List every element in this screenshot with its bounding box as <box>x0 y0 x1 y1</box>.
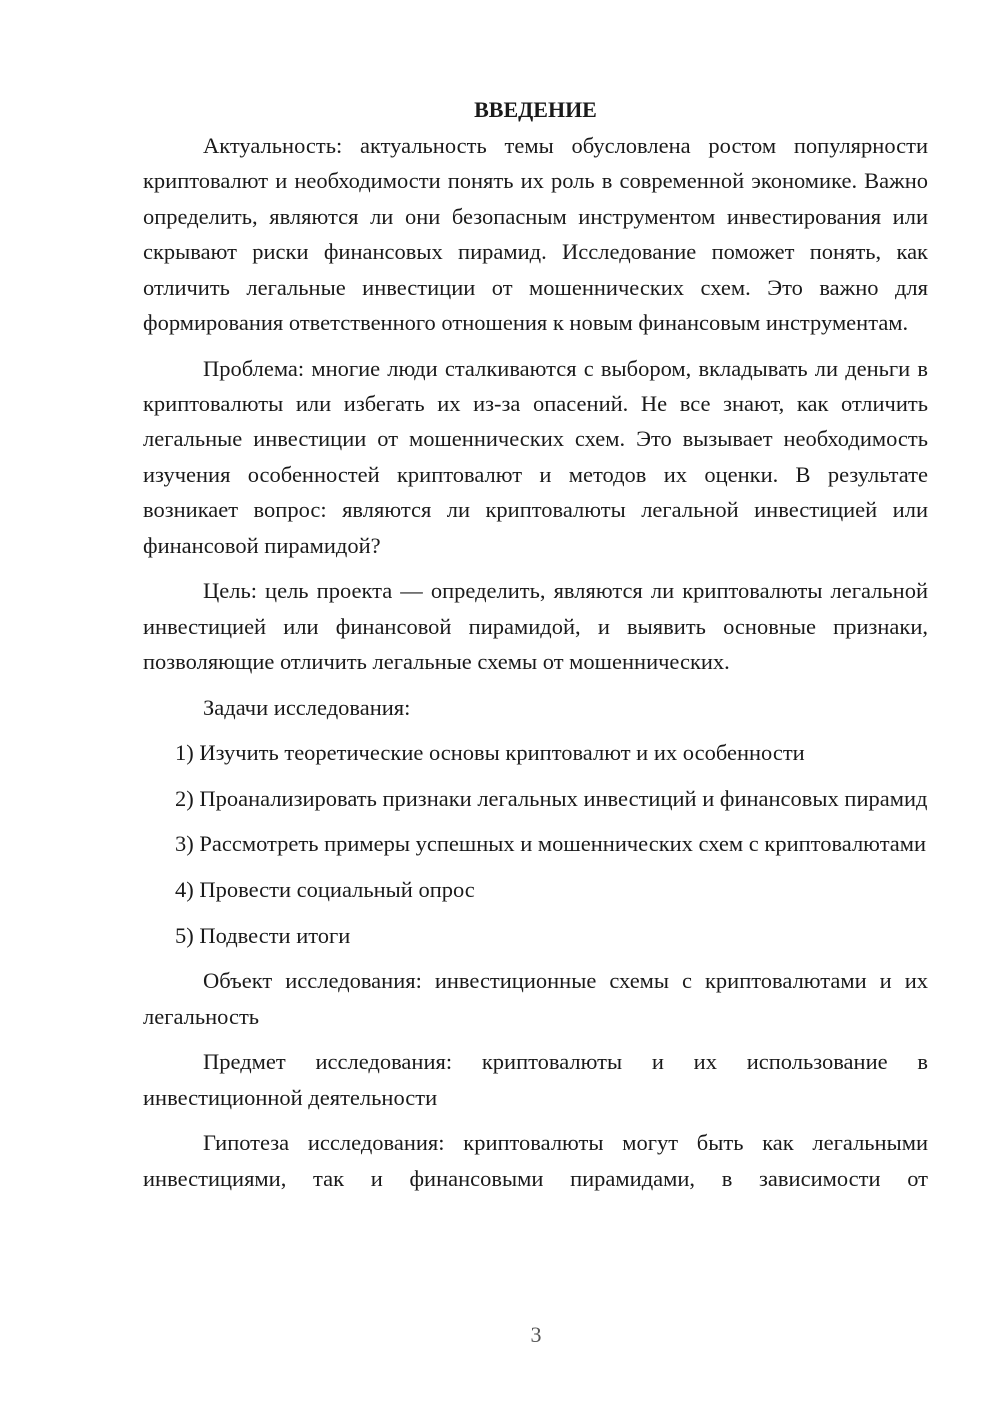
task-item-2: 2) Проанализировать признаки легальных инвестиций и финансовых пирамид <box>175 785 928 811</box>
subject-paragraph: Предмет исследования: криптовалюты и их использование в инвестиционной деятельности <box>143 1049 928 1110</box>
task-item-1: 1) Изучить теоретические основы криптовалют и их особенности <box>175 740 805 766</box>
task-item-3: 3) Рассмотреть примеры успешных и мошеннических схем с криптовалютами <box>175 831 927 857</box>
section-title: ВВЕДЕНИЕ <box>474 97 597 122</box>
problem-paragraph: Проблема: многие люди сталкиваются с выбором, вкладывать ли деньги в криптовалюты или избегать их из-за опасений. Не все знают, как отличить легальные инвестиции от мошеннических схем. Это вызывает необходимость изучения особенностей криптовалют и методов их оценки. В результате возникает вопрос: являются ли криптовалюты легальной инвестицией или финансовой пирамидой? <box>143 355 928 558</box>
page-number: 3 <box>530 1322 542 1347</box>
tasks-heading: Задачи исследования: <box>203 694 411 720</box>
document-page <box>143 94 928 1196</box>
object-paragraph: Объект исследования: инвестиционные схемы с криптовалютами и их легальность <box>143 968 928 1029</box>
task-item-4: 4) Провести социальный опрос <box>175 877 475 903</box>
task-item-5: 5) Подвести итоги <box>175 922 351 948</box>
relevance-paragraph: Актуальность: актуальность темы обусловлена ростом популярности криптовалют и необходимости понять их роль в современной экономике. Важно определить, являются ли они безопасным инструментом инвестирования или скрывают риски финансовых пирамид. Исследование поможет понять, как отличить легальные инвестиции от мошеннических схем. Это важно для формирования ответственного отношения к новым финансовым инструментам. <box>143 133 928 336</box>
hypothesis-paragraph: Гипотеза исследования: криптовалюты могут быть как легальными инвестициями, так и финансовыми пирамидами, в зависимости от <box>143 1130 928 1191</box>
goal-paragraph: Цель: цель проекта — определить, являются ли криптовалюты легальной инвестицией или финансовой пирамидой, и выявить основные признаки, позволяющие отличить легальные схемы от мошеннических. <box>143 578 928 675</box>
